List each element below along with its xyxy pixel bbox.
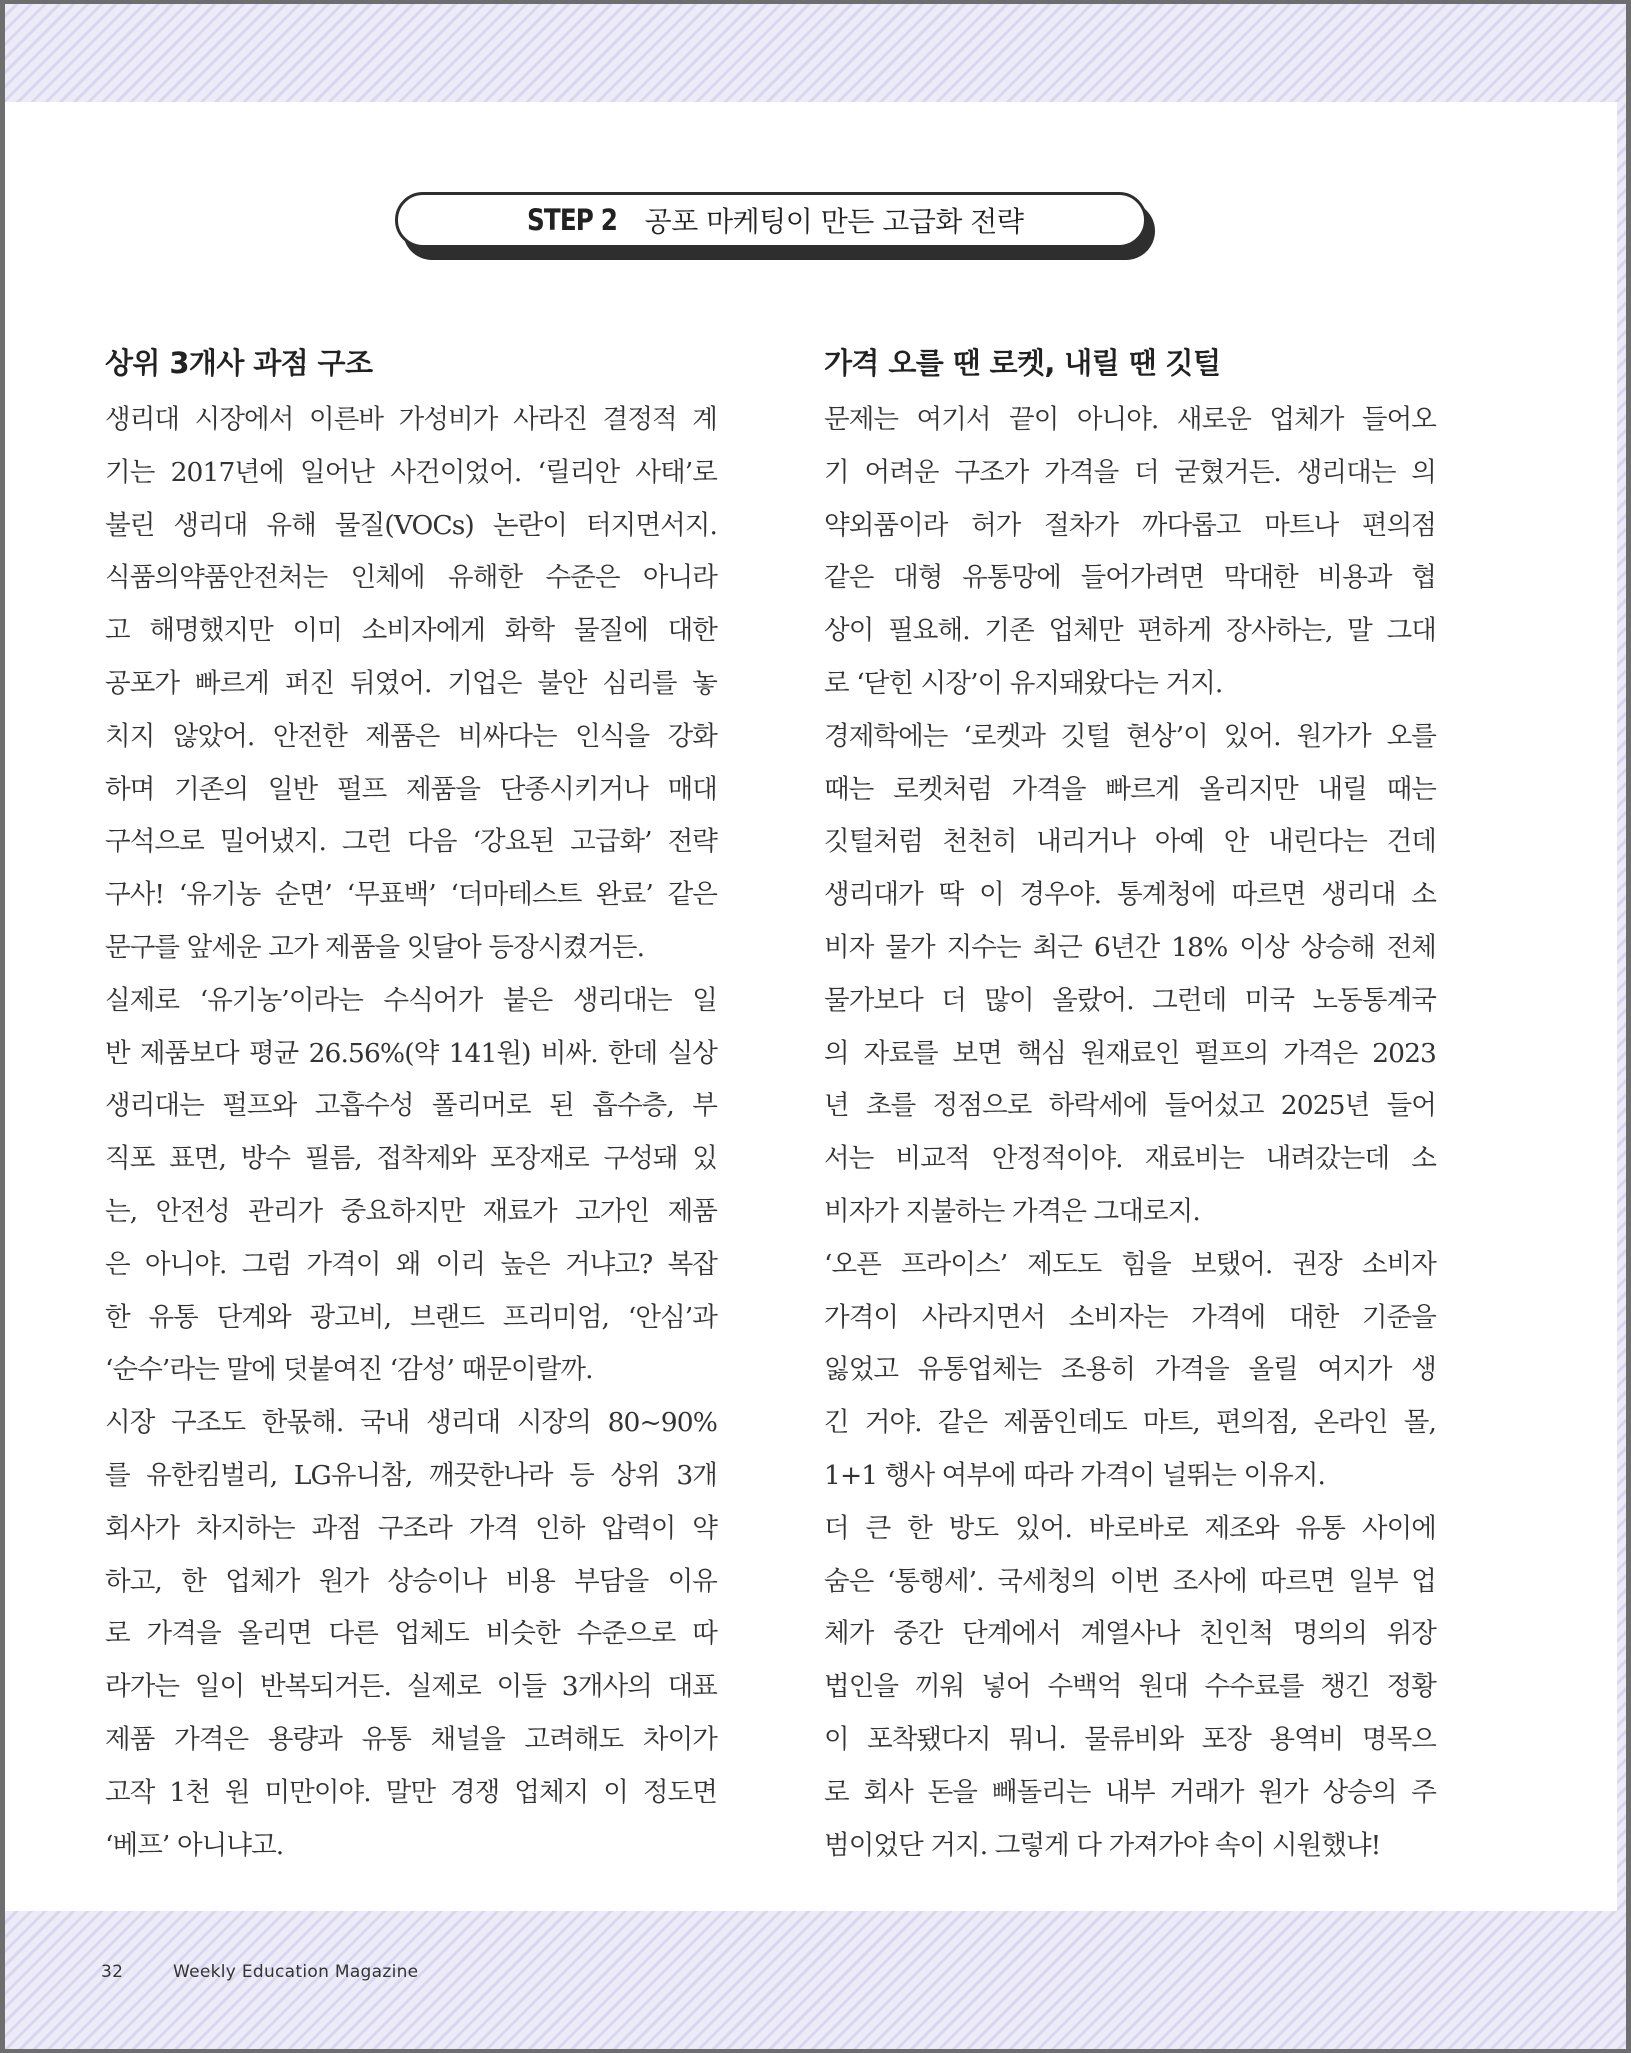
left-column-text-line: 구사! ‘유기농 순면’ ‘무표백’ ‘더마테스트 완료’ 같은 — [105, 879, 717, 911]
left-column-text-line: 불린 생리대 유해 물질(VOCs) 논란이 터지면서지. — [105, 509, 717, 541]
left-column-heading: 상위 3개사 과점 구조 — [105, 346, 373, 380]
right-column-text-line: 범이었단 거지. 그렇게 다 가져가야 속이 시원했냐! — [824, 1829, 1381, 1861]
left-column-text-line: 식품의약품안전처는 인체에 유해한 수준은 아니라 — [105, 562, 717, 594]
left-column-text-line: 하며 기존의 일반 펄프 제품을 단종시키거나 매대 — [105, 773, 717, 805]
left-column-text-line: 제품 가격은 용량과 유통 채널을 고려해도 차이가 — [105, 1723, 717, 1755]
left-column-text-line: 생리대 시장에서 이른바 가성비가 사라진 결정적 계 — [105, 404, 717, 435]
left-column-text-line: 직포 표면, 방수 필름, 접착제와 포장재로 구성돼 있 — [105, 1143, 717, 1175]
right-column-text-line: 생리대가 딱 이 경우야. 통계청에 따르면 생리대 소 — [824, 879, 1436, 911]
left-column-text-line: 로 가격을 올리면 다른 업체도 비슷한 수준으로 따 — [105, 1618, 717, 1650]
right-column-text-line: 경제학에는 ‘로켓과 깃털 현상’이 있어. 원가가 오를 — [824, 720, 1436, 752]
left-column-text-line: 구석으로 밀어냈지. 그런 다음 ‘강요된 고급화’ 전략 — [105, 826, 717, 858]
page-number: 32 — [101, 1962, 124, 1982]
right-edge-stripe — [1617, 102, 1626, 1911]
right-column-text-line: 법인을 끼워 넣어 수백억 원대 수수료를 챙긴 정황 — [824, 1671, 1436, 1703]
right-column-text-line: 때는 로켓처럼 가격을 빠르게 올리지만 내릴 때는 — [824, 773, 1436, 805]
right-column-text-line: 비자 물가 지수는 최근 6년간 18% 이상 상승해 전체 — [824, 931, 1436, 963]
right-column-text-line: 숨은 ‘통행세’. 국세청의 이번 조사에 따르면 일부 업 — [824, 1565, 1436, 1597]
right-column-text-line: 문제는 여기서 끝이 아니야. 새로운 업체가 들어오 — [824, 404, 1436, 435]
step-label: STEP 2 — [526, 203, 617, 237]
top-stripe-band — [5, 4, 1626, 102]
right-column-text-line: 서는 비교적 안정적이야. 재료비는 내려갔는데 소 — [824, 1143, 1436, 1175]
left-column-text-line: 라가는 일이 반복되거든. 실제로 이들 3개사의 대표 — [105, 1671, 717, 1703]
right-column-body — [824, 394, 1436, 1872]
left-column-text-line: 고작 1천 원 미만이야. 말만 경쟁 업체지 이 정도면 — [105, 1776, 717, 1808]
right-column-text-line: 상이 필요해. 기존 업체만 편하게 장사하는, 말 그대 — [824, 615, 1436, 647]
left-column-text-line: 반 제품보다 평균 26.56%(약 141원) 비싸. 한데 실상 — [105, 1037, 717, 1069]
right-column-text-line: 로 ‘닫힌 시장’이 유지돼왔다는 거지. — [824, 667, 1223, 699]
left-column-text-line: ‘순수’라는 말에 덧붙여진 ‘감성’ 때문이랄까. — [105, 1354, 593, 1386]
left-column-text-line: 하고, 한 업체가 원가 상승이나 비용 부담을 이유 — [105, 1565, 717, 1597]
left-column-text-line: 한 유통 단계와 광고비, 브랜드 프리미엄, ‘안심’과 — [105, 1301, 717, 1333]
right-column — [824, 338, 1436, 1872]
magazine-name: Weekly Education Magazine — [172, 1962, 419, 1982]
right-column-text-line: ‘오픈 프라이스’ 제도도 힘을 보탰어. 권장 소비자 — [824, 1248, 1436, 1280]
right-column-text-line: 로 회사 돈을 빼돌리는 내부 거래가 원가 상승의 주 — [824, 1776, 1436, 1808]
banner-title: 공포 마케팅이 만든 고급화 전략 — [644, 205, 1024, 238]
right-column-text-line: 물가보다 더 많이 올랐어. 그런데 미국 노동통계국 — [824, 984, 1436, 1016]
left-column-text-line: 고 해명했지만 이미 소비자에게 화학 물질에 대한 — [105, 615, 717, 647]
section-banner — [395, 192, 1147, 248]
right-column-text-line: 가격이 사라지면서 소비자는 가격에 대한 기준을 — [824, 1301, 1436, 1333]
left-column-text-line: 생리대는 펄프와 고흡수성 폴리머로 된 흡수층, 부 — [105, 1090, 717, 1122]
left-column-text-line: 문구를 앞세운 고가 제품을 잇달아 등장시켰거든. — [105, 931, 645, 963]
right-column-text-line: 1+1 행사 여부에 따라 가격이 널뛰는 이유지. — [824, 1459, 1326, 1491]
left-column-text-line: 시장 구조도 한몫해. 국내 생리대 시장의 80~90% — [105, 1407, 717, 1439]
right-column-text-line: 의 자료를 보면 핵심 원재료인 펄프의 가격은 2023 — [824, 1037, 1436, 1069]
left-column-text-line: 는, 안전성 관리가 중요하지만 재료가 고가인 제품 — [105, 1195, 717, 1227]
left-column-text-line: 기는 2017년에 일어난 사건이었어. ‘릴리안 사태’로 — [105, 456, 717, 488]
right-column-text-line: 기 어려운 구조가 가격을 더 굳혔거든. 생리대는 의 — [824, 456, 1436, 488]
page-footer — [101, 1962, 418, 1982]
left-column-text-line: 회사가 차지하는 과점 구조라 가격 인하 압력이 약 — [105, 1512, 717, 1544]
right-column-text-line: 긴 거야. 같은 제품인데도 마트, 편의점, 온라인 몰, — [824, 1407, 1436, 1439]
left-column-text-line: 치지 않았어. 안전한 제품은 비싸다는 인식을 강화 — [105, 720, 717, 752]
left-column-text-line: 실제로 ‘유기농’이라는 수식어가 붙은 생리대는 일 — [105, 984, 717, 1016]
right-column-text-line: 약외품이라 허가 절차가 까다롭고 마트나 편의점 — [824, 509, 1436, 541]
left-column-text-line: 공포가 빠르게 퍼진 뒤였어. 기업은 불안 심리를 놓 — [105, 667, 717, 699]
right-column-text-line: 깃털처럼 천천히 내리거나 아예 안 내린다는 건데 — [824, 826, 1436, 858]
right-column-text-line: 더 큰 한 방도 있어. 바로바로 제조와 유통 사이에 — [824, 1512, 1436, 1544]
right-column-text-line: 비자가 지불하는 가격은 그대로지. — [824, 1195, 1200, 1227]
left-column-text-line: 를 유한킴벌리, LG유니참, 깨끗한나라 등 상위 3개 — [105, 1459, 717, 1491]
right-column-text-line: 같은 대형 유통망에 들어가려면 막대한 비용과 협 — [824, 562, 1436, 594]
right-column-text-line: 이 포착됐다지 뭐니. 물류비와 포장 용역비 명목으 — [824, 1723, 1436, 1755]
right-column-heading: 가격 오를 땐 로켓, 내릴 땐 깃털 — [824, 346, 1221, 380]
right-column-text-line: 체가 중간 단계에서 계열사나 친인척 명의의 위장 — [824, 1618, 1436, 1650]
left-column-text-line: 은 아니야. 그럼 가격이 왜 이리 높은 거냐고? 복잡 — [105, 1248, 717, 1280]
magazine-page — [5, 4, 1626, 2049]
left-column-body — [105, 394, 717, 1872]
left-column-text-line: ‘베프’ 아니냐고. — [105, 1829, 284, 1861]
left-column — [105, 338, 717, 1872]
right-column-text-line: 년 초를 정점으로 하락세에 들어섰고 2025년 들어 — [824, 1090, 1436, 1122]
right-column-text-line: 잃었고 유통업체는 조용히 가격을 올릴 여지가 생 — [824, 1354, 1436, 1386]
